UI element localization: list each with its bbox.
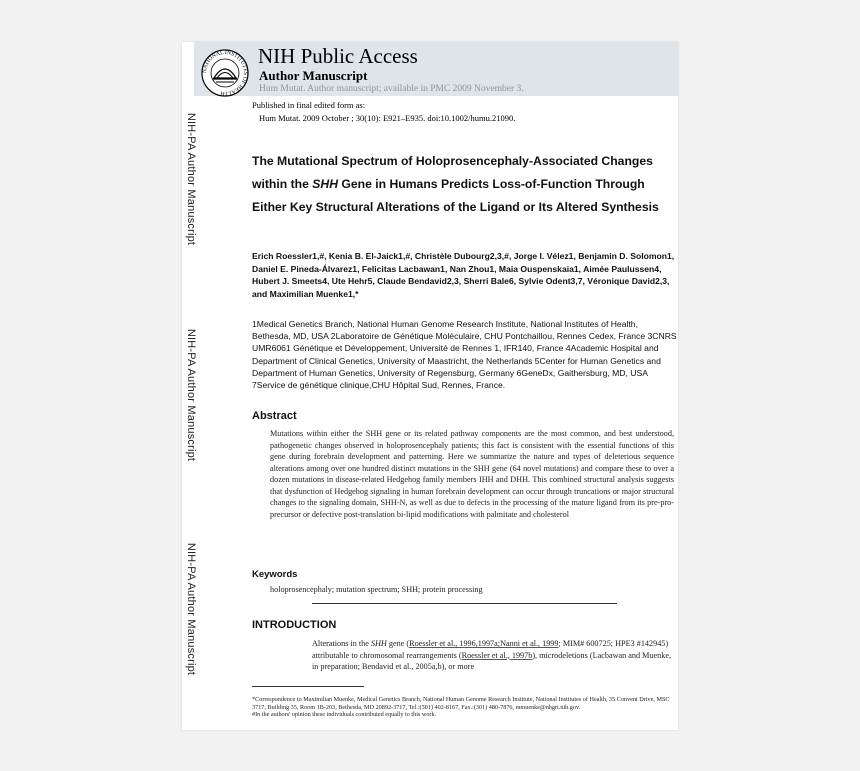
sidebar-label — [182, 536, 200, 682]
title-text: Gene in Humans Predicts Loss-of-Function Through Either Key Structural Alterations of the Ligand or Its Altered Synthesis — [252, 177, 659, 214]
author-list: Erich Roessler1,#, Kenia B. El-Jaick1,#, Christèle Dubourg2,3,#, Jorge I. Vélez1, Benjamin D. Solomon1, Daniel E. Pineda-Álvarez1, Felicitas Lacbawan1, Nan Zhou1, Maia Ouspenskaia1, Aimée Paulussen4, Hubert J. Smeets4, Ute Hehr5, Claude Bendavid2,3, Sherri Bale6, Sylvie Odent3,7, Véronique David2,3, and Maximilian Muenke1,* — [252, 251, 675, 299]
availability-note: Hum Mutat. Author manuscript; available in PMC 2009 November 3. — [259, 84, 524, 94]
introduction-text — [312, 638, 674, 673]
abstract-text: Mutations within either the SHH gene or its related pathway components are the most common, and best understood, pathogenetic changes observed in holoprosencephaly patients; this fact is consistent with the essential functions of this gene during forebrain development and patterning. Here we summarize the nature and types of deleterious sequence alterations among over one hundred distinct mutations in the SHH gene (64 novel mutations) and compare these to over a dozen mutations in disease-related Hedgehog family members IHH and DHH. This combined structural analysis suggests that dysfunction of Hedgehog signaling in human forebrain development can occur through truncations or major structural changes to the signaling domain, SHH-N, as well as due to defects in the processing of the mature ligand from its pre-pro-precursor or defective post-translation bi-lipid modifications with palmitate and cholesterol — [270, 429, 674, 519]
affiliations: 1Medical Genetics Branch, National Human Genome Research Institute, National Institutes of Health, Bethesda, MD, USA 2Laboratoire de Génétique Moléculaire, CHU Pontchaillou, Rennes Cedex, France 3CNRS UMR6061 Génétique et Développement, Université de Rennes 1, IFR140, France 4Academic Hospital and Department of Clinical Genetics, University of Maastricht, the Netherlands 5Center for Human Genetics and Department of Human Genetics, University of Regensburg, Germany 6GeneDx, Gaithersburg, MD, USA 7Service de génétique clinique,CHU Hôpital Sud, Rennes, France. — [252, 319, 677, 391]
intro-text: gene ( — [386, 639, 410, 648]
intro-text: Alterations in the — [312, 639, 371, 648]
sidebar-label-text: NIH-PA Author Manuscript — [185, 112, 197, 246]
title-text: The Mutational Spectrum of Holoprosencephaly-Associated Changes within the — [252, 154, 653, 191]
nih-public-access-title: NIH Public Access — [258, 44, 418, 68]
nih-seal-logo — [200, 48, 250, 98]
keywords-heading: Keywords — [252, 569, 298, 580]
equal-contribution-footnote: #In the authors' opinion these individuals contributed equally to this work. — [252, 711, 437, 719]
citation-link[interactable]: Roessler et al., 1997b — [461, 650, 533, 660]
author-manuscript-label: Author Manuscript — [259, 68, 368, 83]
sidebar-label-text: NIH-PA Author Manuscript — [185, 542, 197, 676]
correspondence-footnote: *Correspondence to Maximilian Muenke, Medical Genetics Branch, National Human Genome Research Institute, National Institutes of Health, 35 Convent Drive, MSC 3717, Building 35, Room 1B-203, Bethesda, MD 20892-3717, Tel.:(301) 402-8167, Fax.:(301) 480-7876, mmuenke@nhgri.nih.gov. — [252, 696, 670, 711]
sidebar-label-text: NIH-PA Author Manuscript — [185, 328, 197, 462]
citation-line: Hum Mutat. 2009 October ; 30(10): E921–E935. doi:10.1002/humu.21090. — [259, 113, 516, 123]
footnotes — [252, 696, 677, 719]
footnote-divider — [252, 686, 364, 687]
title-gene-name: SHH — [312, 177, 338, 191]
section-divider — [312, 603, 617, 604]
intro-gene-name: SHH — [370, 639, 387, 648]
svg-text:NATIONAL INSTITUTES OF HEALTH: NATIONAL INSTITUTES OF HEALTH — [201, 49, 249, 97]
intro-text: ; MIM# 600725; HPE3 #142945) attributable to chromosomal rearrangements ( — [312, 639, 669, 660]
published-label: Published in final edited form as: — [252, 100, 366, 110]
intro-text: ), microdeletions (Lacbawan and Muenke, in preparation; Bendavid et al., 2005a,b), or more — [312, 650, 672, 671]
introduction-heading: INTRODUCTION — [252, 619, 337, 631]
article-page — [182, 42, 678, 730]
sidebar-label — [182, 106, 200, 252]
citation-link[interactable]: Roessler et al., 1996,1997a;Nanni et al., 1999 — [409, 639, 559, 648]
sidebar-label — [182, 322, 200, 468]
article-title — [252, 150, 672, 219]
abstract-heading: Abstract — [252, 410, 297, 422]
keywords-text: holoprosencephaly; mutation spectrum; SHH; protein processing — [270, 585, 483, 594]
